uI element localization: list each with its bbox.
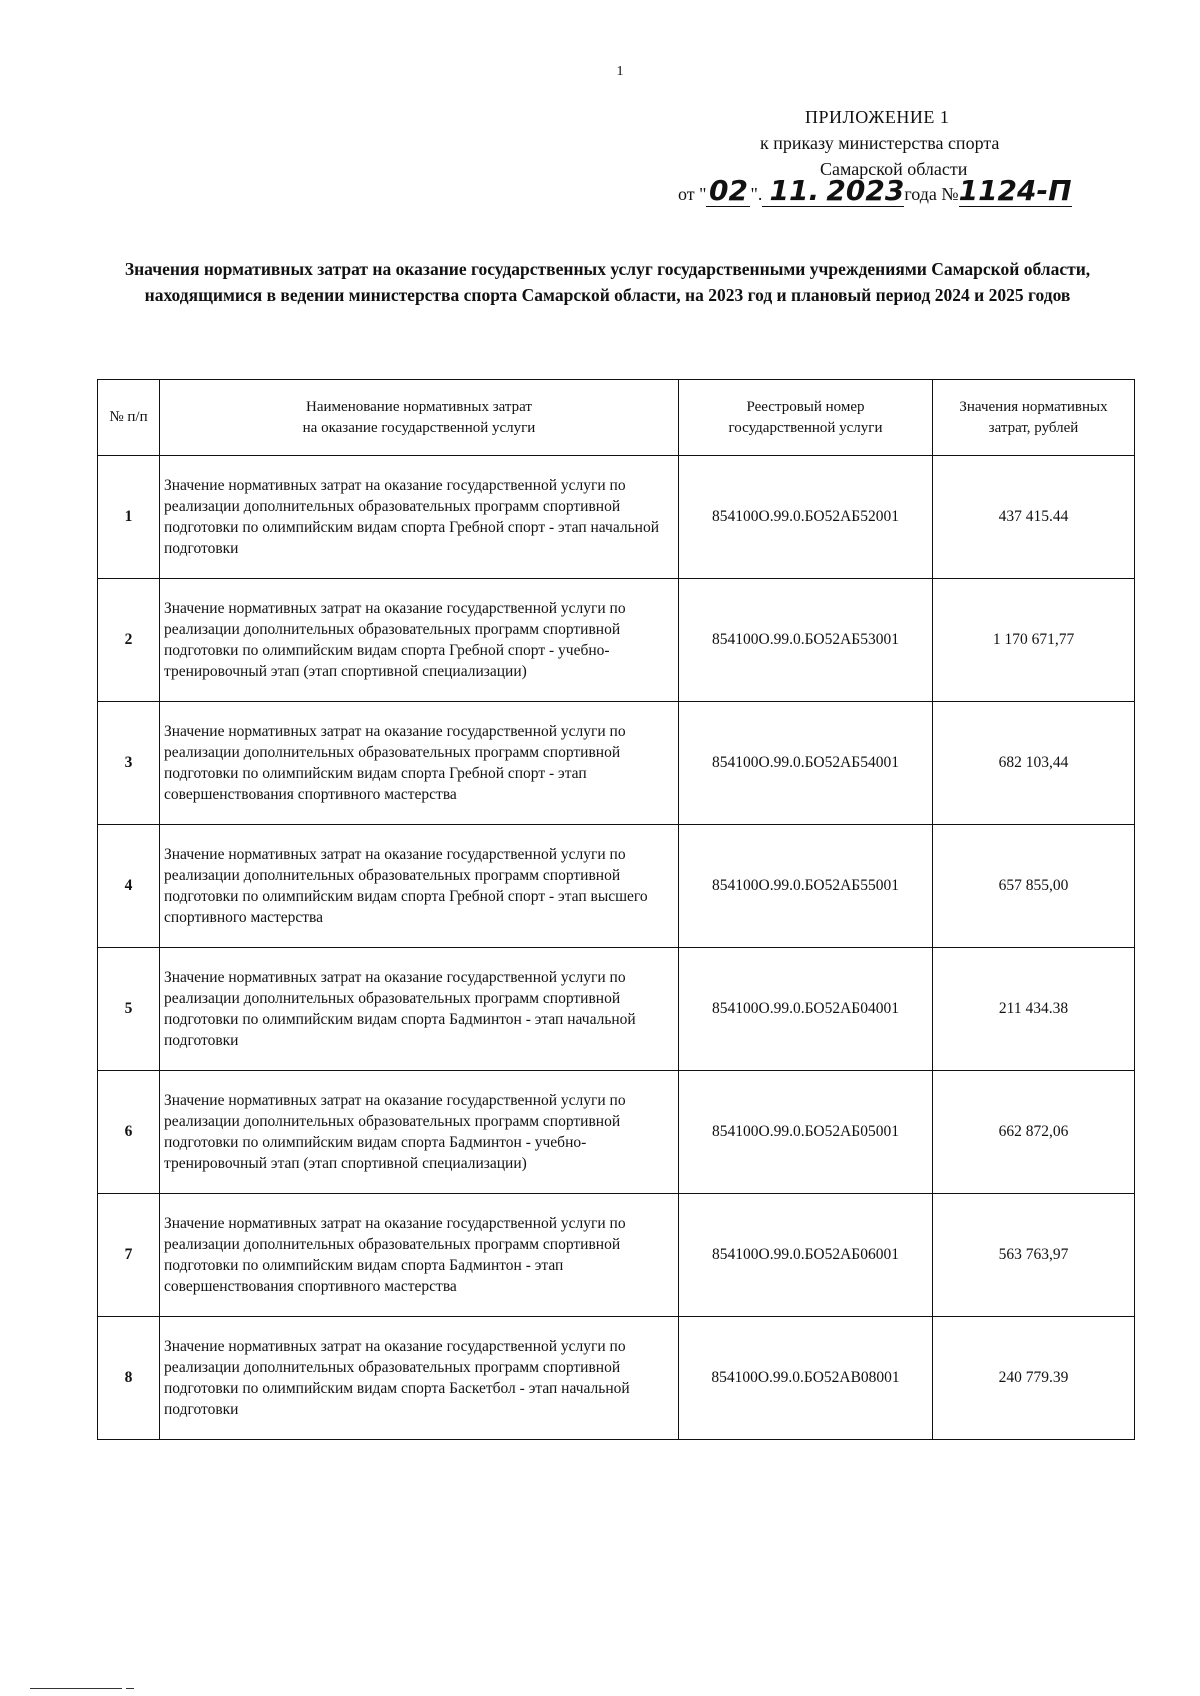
row-code: 854100О.99.0.БО52АБ06001 bbox=[679, 1194, 933, 1317]
header-code-line2: государственной услуги bbox=[728, 419, 883, 436]
header-value-line2: затрат, рублей bbox=[988, 419, 1079, 436]
row-value: 657 855,00 bbox=[933, 825, 1135, 948]
row-num: 8 bbox=[98, 1317, 160, 1440]
table-row bbox=[98, 702, 1135, 825]
row-code: 854100О.99.0.БО52АБ05001 bbox=[679, 1071, 933, 1194]
table-row bbox=[98, 948, 1135, 1071]
row-num: 5 bbox=[98, 948, 160, 1071]
header-value-line1: Значения нормативных bbox=[959, 398, 1108, 415]
from-label: от " bbox=[678, 184, 707, 204]
row-code: 854100О.99.0.БО52АБ54001 bbox=[679, 702, 933, 825]
row-code: 854100О.99.0.БО52АБ52001 bbox=[679, 456, 933, 579]
footer-rule-short bbox=[126, 1688, 134, 1689]
row-num: 4 bbox=[98, 825, 160, 948]
header-code-line1: Реестровый номер bbox=[746, 398, 865, 415]
row-name: Значение нормативных затрат на оказание государственной услуги по реализации дополнительных образовательных программ спортивной подготовки по олимпийским видам спорта Гребной спорт - этап начальной подготовки bbox=[160, 456, 679, 579]
row-num: 7 bbox=[98, 1194, 160, 1317]
table-row bbox=[98, 825, 1135, 948]
table-row bbox=[98, 1194, 1135, 1317]
table-row bbox=[98, 1317, 1135, 1440]
table-row bbox=[98, 456, 1135, 579]
table-header-row bbox=[98, 380, 1135, 456]
row-num: 1 bbox=[98, 456, 160, 579]
row-name: Значение нормативных затрат на оказание государственной услуги по реализации дополнительных образовательных программ спортивной подготовки по олимпийским видам спорта Гребной спорт - учебно-тренировочный этап (этап спортивной специализации) bbox=[160, 579, 679, 702]
header-name-line1: Наименование нормативных затрат bbox=[306, 398, 532, 415]
appendix-line-order: к приказу министерства спорта bbox=[760, 133, 1000, 153]
row-value: 211 434.38 bbox=[933, 948, 1135, 1071]
row-code: 854100О.99.0.БО52АБ53001 bbox=[679, 579, 933, 702]
row-name: Значение нормативных затрат на оказание государственной услуги по реализации дополнительных образовательных программ спортивной подготовки по олимпийским видам спорта Баскетбол - этап начальной подготовки bbox=[160, 1317, 679, 1440]
header-code bbox=[679, 380, 933, 456]
year-label: года № bbox=[904, 184, 959, 204]
row-value: 1 170 671,77 bbox=[933, 579, 1135, 702]
row-value: 662 872,06 bbox=[933, 1071, 1135, 1194]
date-separator: ". bbox=[750, 184, 763, 204]
header-name-line2: на оказание государственной услуги bbox=[302, 419, 536, 436]
handwritten-order-number: 1124-П bbox=[958, 174, 1072, 207]
document-title: Значения нормативных затрат на оказание государственных услуг государственными учреждениями Самарской области, находящимися в ведении министерства спорта Самарской области, на 2023 год и плановый период 2024 и 2025 годов bbox=[124, 259, 1091, 305]
row-name: Значение нормативных затрат на оказание государственной услуги по реализации дополнительных образовательных программ спортивной подготовки по олимпийским видам спорта Бадминтон - этап совершенствования спортивного мастерства bbox=[160, 1194, 679, 1317]
row-name: Значение нормативных затрат на оказание государственной услуги по реализации дополнительных образовательных программ спортивной подготовки по олимпийским видам спорта Гребной спорт - этап высшего спортивного мастерства bbox=[160, 825, 679, 948]
row-name: Значение нормативных затрат на оказание государственной услуги по реализации дополнительных образовательных программ спортивной подготовки по олимпийским видам спорта Бадминтон - этап начальной подготовки bbox=[160, 948, 679, 1071]
row-value: 563 763,97 bbox=[933, 1194, 1135, 1317]
row-code: 854100О.99.0.БО52АБ55001 bbox=[679, 825, 933, 948]
row-num: 2 bbox=[98, 579, 160, 702]
header-name bbox=[160, 380, 679, 456]
row-name: Значение нормативных затрат на оказание государственной услуги по реализации дополнительных образовательных программ спортивной подготовки по олимпийским видам спорта Гребной спорт - этап совершенствования спортивного мастерства bbox=[160, 702, 679, 825]
appendix-caption: ПРИЛОЖЕНИЕ 1 bbox=[805, 107, 950, 127]
header-value bbox=[933, 380, 1135, 456]
appendix-block bbox=[678, 104, 1072, 207]
norms-table bbox=[97, 379, 1135, 1440]
row-name: Значение нормативных затрат на оказание государственной услуги по реализации дополнительных образовательных программ спортивной подготовки по олимпийским видам спорта Бадминтон - учебно-тренировочный этап (этап спортивной специализации) bbox=[160, 1071, 679, 1194]
row-code: 854100О.99.0.БО52АБ04001 bbox=[679, 948, 933, 1071]
appendix-date-line bbox=[678, 174, 1072, 207]
header-num-text: № п/п bbox=[109, 409, 148, 425]
handwritten-year: 2023 bbox=[826, 174, 905, 207]
handwritten-day: 02 bbox=[706, 176, 750, 207]
table-row bbox=[98, 579, 1135, 702]
row-num: 3 bbox=[98, 702, 160, 825]
table-row bbox=[98, 1071, 1135, 1194]
handwritten-month: 11. bbox=[762, 176, 826, 207]
appendix-line-region: Самарской области bbox=[820, 159, 968, 179]
row-code: 854100О.99.0.БО52АВ08001 bbox=[679, 1317, 933, 1440]
row-value: 240 779.39 bbox=[933, 1317, 1135, 1440]
page-number: 1 bbox=[616, 64, 624, 79]
row-value: 682 103,44 bbox=[933, 702, 1135, 825]
row-value: 437 415.44 bbox=[933, 456, 1135, 579]
footer-rule bbox=[30, 1688, 122, 1689]
header-num bbox=[98, 380, 160, 456]
row-num: 6 bbox=[98, 1071, 160, 1194]
